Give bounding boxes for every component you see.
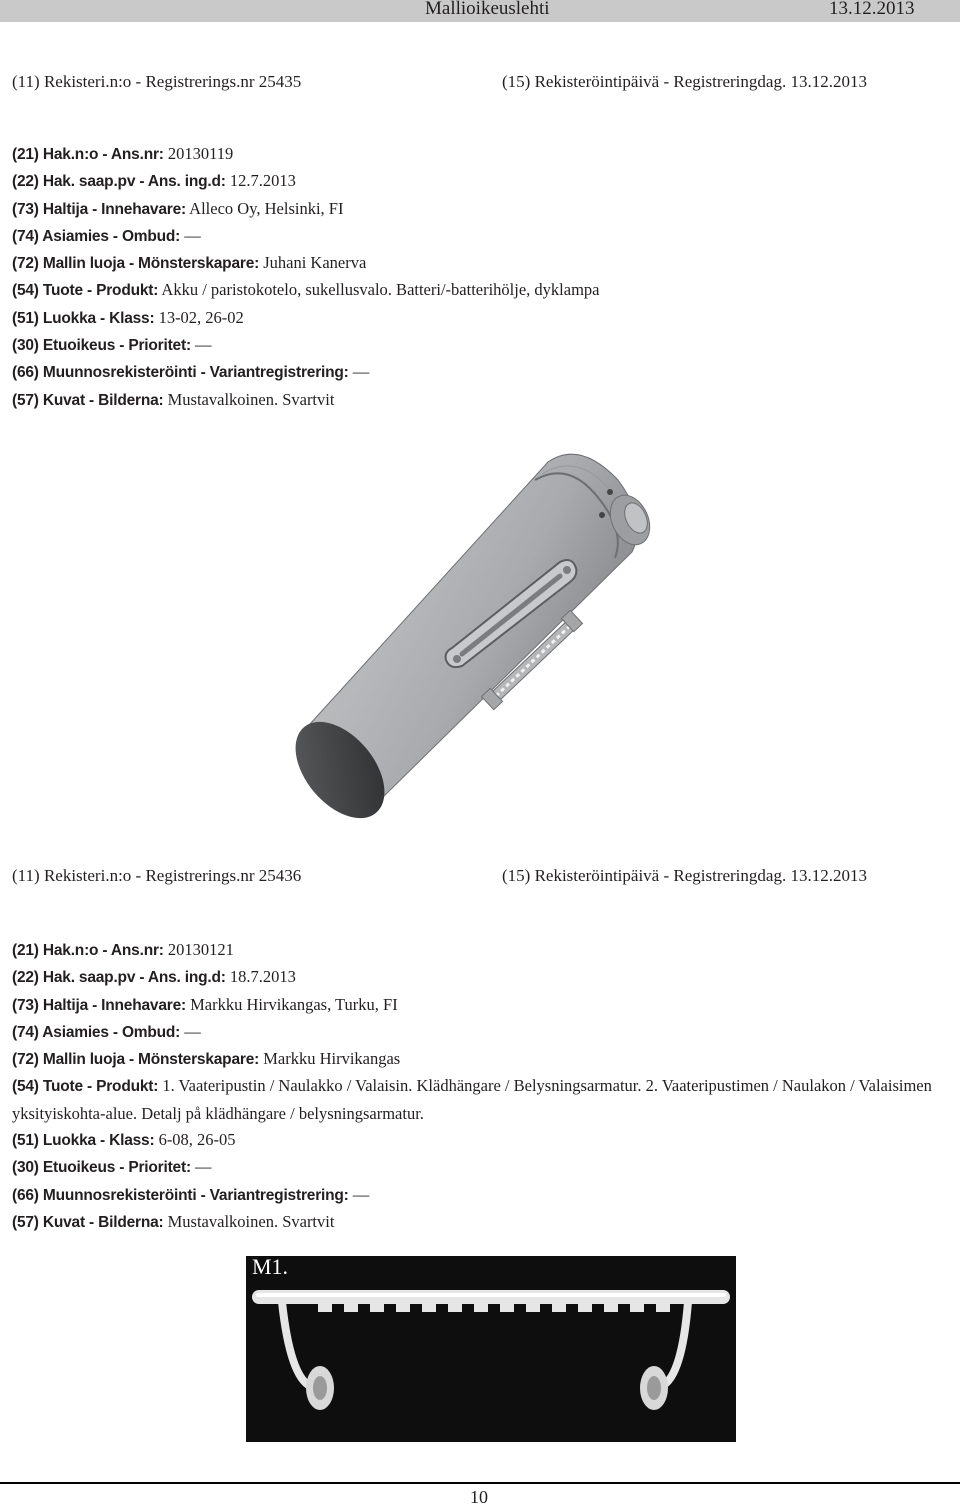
- field-agent: (74) Asiamies - Ombud: —: [12, 225, 201, 245]
- field-product: (54) Tuote - Produkt: Akku / paristokotelo, sukellusvalo. Batteri/-batterihölje, dyklampa: [12, 280, 600, 300]
- registration-number: (11) Rekisteri.n:o - Registrerings.nr 25435: [12, 72, 302, 91]
- field-class: (51) Luokka - Klass: 13-02, 26-02: [12, 307, 244, 327]
- field-images: (57) Kuvat - Bilderna: Mustavalkoinen. Svartvit: [12, 1211, 335, 1231]
- field-priority: (30) Etuoikeus - Prioritet: —: [12, 1157, 212, 1177]
- entry-fields: [12, 937, 948, 1236]
- field-application-number: (21) Hak.n:o - Ans.nr: 20130121: [12, 940, 234, 959]
- field-holder: (73) Haltija - Innehavare: Markku Hirvikangas, Turku, FI: [12, 994, 398, 1014]
- page-number: 10: [470, 1487, 488, 1507]
- field-variant-registration: (66) Muunnosrekisteröinti - Variantregistrering: —: [12, 362, 370, 382]
- header-date: 13.12.2013: [829, 0, 915, 19]
- figure-label: M1.: [252, 1254, 289, 1279]
- field-holder: (73) Haltija - Innehavare: Alleco Oy, Helsinki, FI: [12, 198, 344, 218]
- coat-rack-image: [246, 1256, 736, 1442]
- field-priority: (30) Etuoikeus - Prioritet: —: [12, 335, 212, 355]
- field-filing-date: (22) Hak. saap.pv - Ans. ing.d: 12.7.2013: [12, 171, 296, 191]
- field-product: (54) Tuote - Produkt: 1. Vaateripustin / Naulakko / Valaisin. Klädhängare / Belysningsarmatur. 2. Vaateripustimen / Naulakon / Valaisimen yksityiskohta-alue. Detalj på klädhängare / belysningsarmatur.: [12, 1076, 932, 1123]
- field-designer: (72) Mallin luoja - Mönsterskapare: Markku Hirvikangas: [12, 1049, 401, 1069]
- footer-rule: [0, 1482, 960, 1484]
- field-filing-date: (22) Hak. saap.pv - Ans. ing.d: 18.7.2013: [12, 967, 296, 987]
- entry-fields: [12, 141, 600, 414]
- field-application-number: (21) Hak.n:o - Ans.nr: 20130119: [12, 144, 234, 163]
- field-variant-registration: (66) Muunnosrekisteröinti - Variantregistrering: —: [12, 1184, 370, 1204]
- field-class: (51) Luokka - Klass: 6-08, 26-05: [12, 1130, 236, 1150]
- registration-date: (15) Rekisteröintipäivä - Registreringdag. 13.12.2013: [502, 72, 867, 91]
- publication-title: Mallioikeuslehti: [425, 0, 550, 19]
- registration-date: (15) Rekisteröintipäivä - Registreringdag. 13.12.2013: [502, 866, 867, 885]
- field-images: (57) Kuvat - Bilderna: Mustavalkoinen. Svartvit: [12, 389, 335, 409]
- page-header: [0, 0, 960, 22]
- battery-housing-image: [280, 440, 680, 820]
- registration-number: (11) Rekisteri.n:o - Registrerings.nr 25436: [12, 866, 302, 885]
- field-agent: (74) Asiamies - Ombud: —: [12, 1021, 201, 1041]
- field-designer: (72) Mallin luoja - Mönsterskapare: Juhani Kanerva: [12, 253, 367, 273]
